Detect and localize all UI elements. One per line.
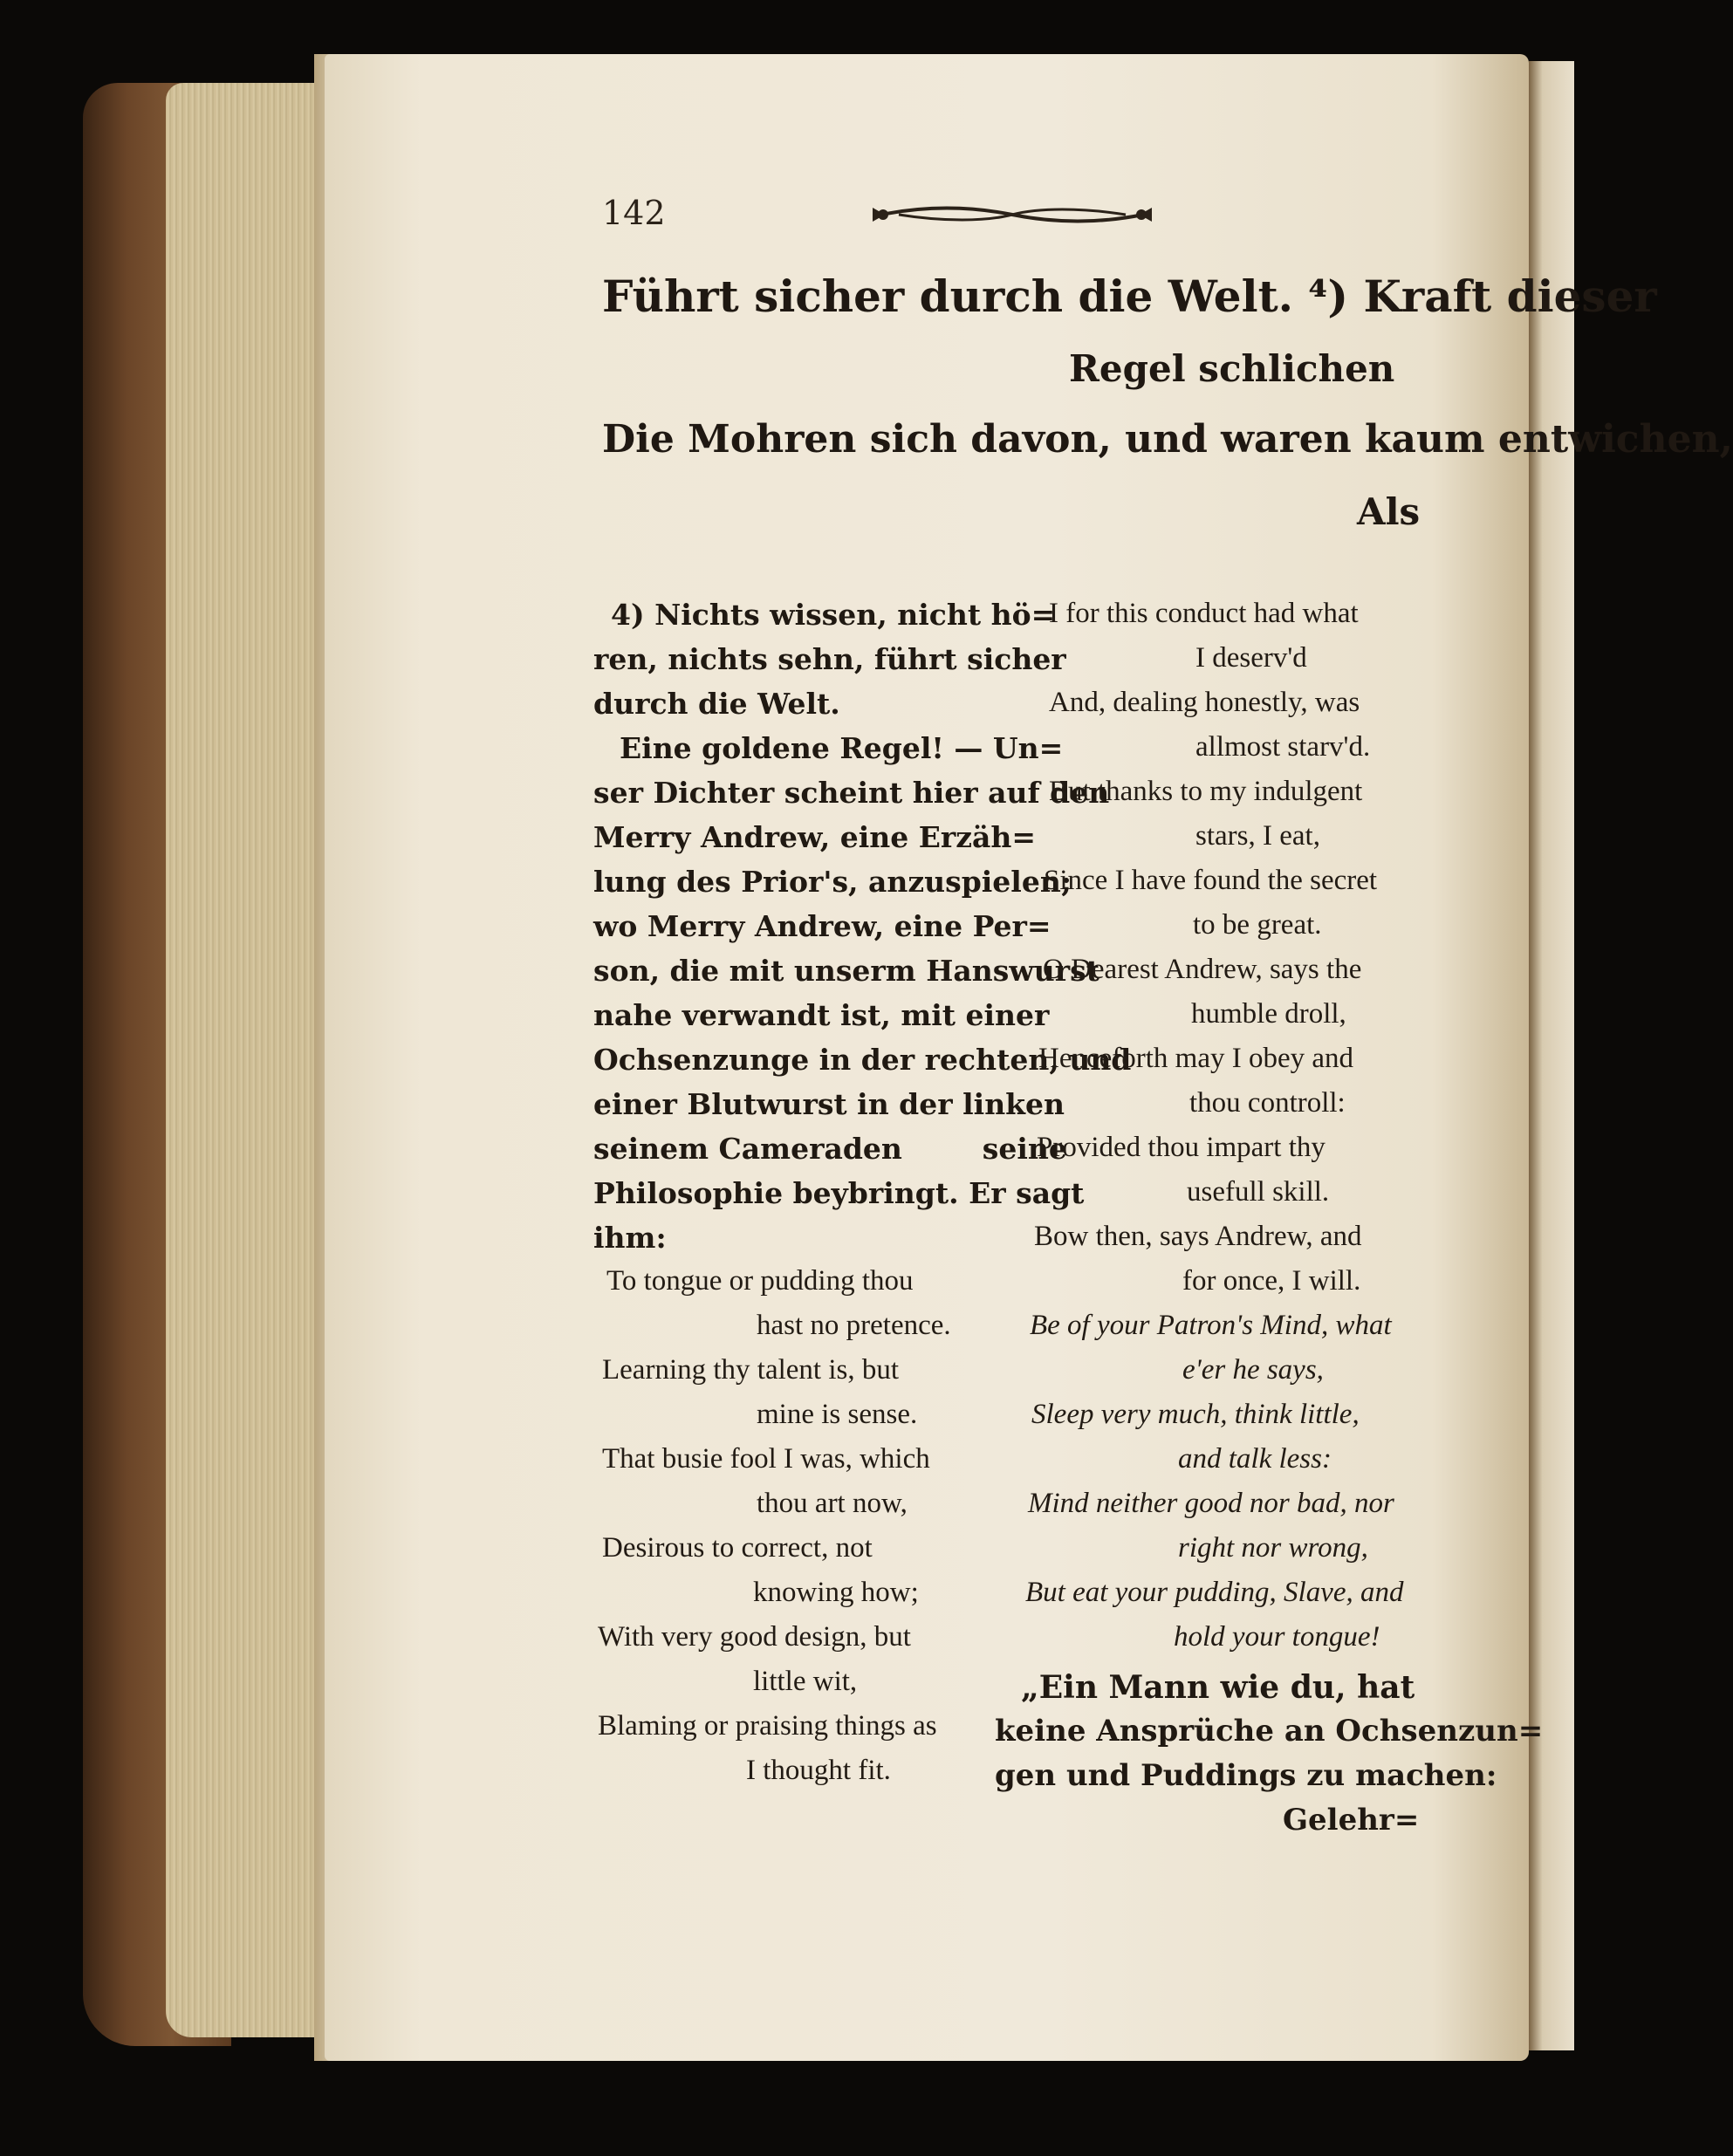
verse-line: Sleep very much, think little, (1031, 1399, 1360, 1430)
footnote-line: ihm: (593, 1221, 667, 1255)
footnote-line: ren, nichts sehn, führt sicher (593, 642, 1066, 676)
footnote-line: seinem Cameraden seine (593, 1132, 1067, 1166)
verse-line: thou controll: (1189, 1087, 1346, 1119)
verse-line: to be great. (1193, 909, 1322, 941)
footnote-line: son, die mit unserm Hanswurst (593, 954, 1099, 988)
verse-line: hold your tongue! (1174, 1621, 1380, 1653)
verse-line: right nor wrong, (1178, 1532, 1368, 1564)
verse-line: for once, I will. (1182, 1265, 1361, 1297)
verse-line: But thanks to my indulgent (1049, 776, 1363, 807)
verse-line: Mind neither good nor bad, nor (1028, 1488, 1394, 1519)
catchword: Als (1357, 490, 1421, 533)
verse-line: O Dearest Andrew, says the (1043, 954, 1362, 985)
facing-page-edge (1529, 61, 1574, 2050)
verse-line: Bow then, says Andrew, and (1034, 1221, 1362, 1252)
footnote-line: ser Dichter scheint hier auf den (593, 776, 1110, 810)
footnote-line: Ochsenzunge in der rechten, und (593, 1043, 1132, 1077)
verse-line: I deserv'd (1195, 642, 1307, 674)
footnote-line: 4) Nichts wissen, nicht hö= (611, 598, 1056, 632)
quote-line: With very good design, but (598, 1621, 911, 1653)
main-text-line-2: Regel schlichen (1069, 347, 1395, 390)
quote-line: Blaming or praising things as (598, 1710, 937, 1742)
verse-line: Henceforth may I obey and (1038, 1043, 1354, 1074)
footnote-line: Eine goldene Regel! — Un= (620, 731, 1064, 765)
footnote-line: durch die Welt. (593, 687, 840, 721)
verse-line: stars, I eat, (1195, 820, 1320, 852)
verse-line: e'er he says, (1182, 1354, 1324, 1386)
verse-line: I for this conduct had what (1049, 598, 1359, 629)
main-text-line-3: Die Mohren sich davon, und waren kaum entwichen, (602, 417, 1733, 462)
catchword: Gelehr= (1283, 1803, 1420, 1838)
footnote-line: wo Merry Andrew, eine Per= (593, 909, 1051, 943)
page-header (602, 194, 1161, 246)
quote-line: To tongue or pudding thou (606, 1265, 914, 1297)
quote-line: little wit, (753, 1666, 858, 1697)
verse-line: and talk less: (1178, 1443, 1332, 1475)
quote-line: Learning thy talent is, but (602, 1354, 900, 1386)
verse-line: Provided thou impart thy (1037, 1132, 1325, 1163)
footnote-line: Philosophie beybringt. Er sagt (593, 1176, 1085, 1210)
quote-line: Desirous to correct, not (602, 1532, 873, 1564)
footnote-line: Merry Andrew, eine Erzäh= (593, 820, 1037, 854)
footnote-line: nahe verwandt ist, mit einer (593, 998, 1050, 1032)
verse-line: allmost starv'd. (1195, 731, 1371, 763)
commentary-line: gen und Puddings zu machen: (995, 1758, 1497, 1793)
verse-line: Be of your Patron's Mind, what (1030, 1310, 1392, 1341)
quote-line: I thought fit. (746, 1755, 891, 1786)
quote-line: knowing how; (753, 1577, 919, 1608)
ornament-icon (873, 199, 1152, 230)
verse-line: But eat your pudding, Slave, and (1025, 1577, 1404, 1608)
footnote-line: lung des Prior's, anzuspielen; (593, 865, 1072, 899)
verse-line: humble droll, (1191, 998, 1346, 1030)
verse-line: usefull skill. (1187, 1176, 1330, 1208)
quote-line: hast no pretence. (757, 1310, 951, 1341)
page-number: 142 (602, 194, 666, 232)
quote-line: That busie fool I was, which (602, 1443, 930, 1475)
quote-line: thou art now, (757, 1488, 908, 1519)
main-text-line-1: Führt sicher durch die Welt. ⁴) Kraft dieser (602, 270, 1657, 322)
page-edges (166, 83, 323, 2037)
verse-line: Since I have found the secret (1044, 865, 1378, 896)
quote-line: mine is sense. (757, 1399, 918, 1430)
footnote-line: einer Blutwurst in der linken (593, 1087, 1065, 1121)
verse-line: And, dealing honestly, was (1049, 687, 1360, 718)
commentary-line: „Ein Mann wie du, hat (1021, 1669, 1415, 1706)
commentary-line: keine Ansprüche an Ochsenzun= (995, 1714, 1544, 1749)
